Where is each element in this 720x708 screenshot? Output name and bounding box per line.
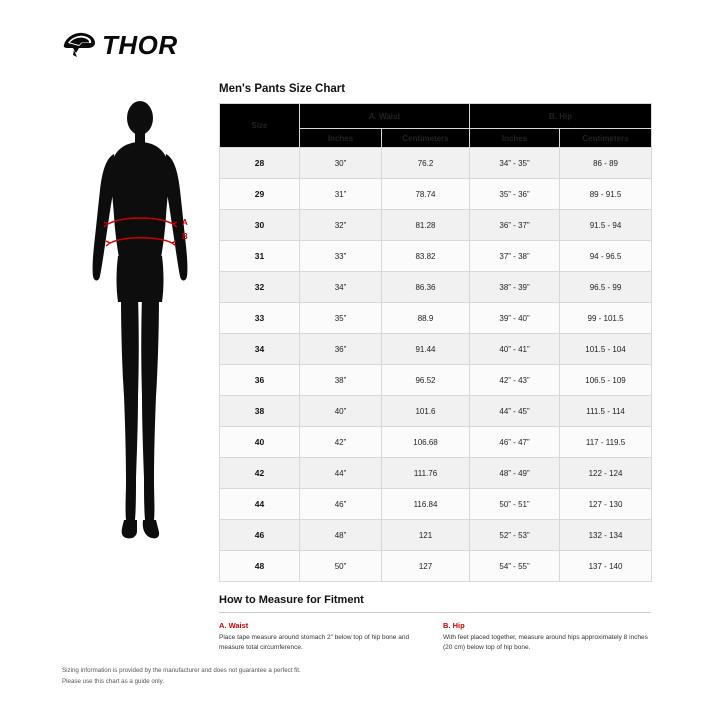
table-row: [220, 272, 652, 303]
table-row: [220, 303, 652, 334]
howto-waist-label: A. Waist: [219, 621, 249, 630]
waist-measure-label: A: [182, 218, 188, 227]
table-row: [220, 396, 652, 427]
table-row: [220, 520, 652, 551]
cell-waist-cm: 76.2: [382, 148, 470, 179]
cell-waist-cm: 116.84: [382, 489, 470, 520]
cell-hip-cm: 86 - 89: [560, 148, 652, 179]
table-row: [220, 148, 652, 179]
cell-waist-inches: 50”: [300, 551, 382, 582]
col-header-hip-inches: Inches: [470, 129, 560, 148]
cell-waist-inches: 36”: [300, 334, 382, 365]
cell-waist-inches: 42”: [300, 427, 382, 458]
cell-hip-inches: 35” - 36”: [470, 179, 560, 210]
cell-hip-inches: 37” - 38”: [470, 241, 560, 272]
cell-size: 30: [220, 210, 300, 241]
cell-size: 34: [220, 334, 300, 365]
table-row: [220, 241, 652, 272]
cell-hip-inches: 50” - 51”: [470, 489, 560, 520]
howto-waist-text: Place tape measure around stomach 2” below top of hip bone and measure total circumference.: [219, 634, 410, 652]
cell-hip-cm: 117 - 119.5: [560, 427, 652, 458]
cell-size: 48: [220, 551, 300, 582]
cell-hip-cm: 106.5 - 109: [560, 365, 652, 396]
cell-hip-inches: 48” - 49”: [470, 458, 560, 489]
hip-measure-label: B: [182, 232, 188, 241]
col-header-hip-cm: Centimeters: [560, 129, 652, 148]
brand-logo: [62, 30, 178, 61]
cell-waist-inches: 33”: [300, 241, 382, 272]
cell-hip-inches: 46” - 47”: [470, 427, 560, 458]
cell-size: 28: [220, 148, 300, 179]
cell-hip-cm: 89 - 91.5: [560, 179, 652, 210]
table-row: [220, 179, 652, 210]
cell-waist-cm: 81.28: [382, 210, 470, 241]
cell-hip-cm: 91.5 - 94: [560, 210, 652, 241]
cell-waist-cm: 101.6: [382, 396, 470, 427]
cell-waist-cm: 78.74: [382, 179, 470, 210]
table-row: [220, 458, 652, 489]
cell-waist-inches: 48”: [300, 520, 382, 551]
howto-hip-label: B. Hip: [443, 621, 465, 630]
cell-waist-inches: 35”: [300, 303, 382, 334]
cell-waist-inches: 40”: [300, 396, 382, 427]
cell-hip-cm: 127 - 130: [560, 489, 652, 520]
cell-hip-inches: 38” - 39”: [470, 272, 560, 303]
cell-waist-inches: 44”: [300, 458, 382, 489]
table-row: [220, 489, 652, 520]
how-to-measure-title: How to Measure for Fitment: [219, 594, 651, 613]
cell-waist-cm: 83.82: [382, 241, 470, 272]
cell-size: 42: [220, 458, 300, 489]
size-chart-table: [219, 103, 652, 582]
disclaimer: [62, 666, 301, 687]
cell-hip-cm: 122 - 124: [560, 458, 652, 489]
cell-size: 33: [220, 303, 300, 334]
cell-hip-cm: 96.5 - 99: [560, 272, 652, 303]
size-chart-body: [220, 148, 652, 582]
cell-waist-inches: 31”: [300, 179, 382, 210]
cell-waist-cm: 88.9: [382, 303, 470, 334]
howto-hip-block: [443, 621, 651, 653]
howto-waist-block: [219, 621, 427, 653]
cell-hip-cm: 111.5 - 114: [560, 396, 652, 427]
howto-hip-text: With feet placed together, measure around hips approximately 8 inches (20 cm) below top of hip bone.: [443, 634, 648, 652]
page-title: Men's Pants Size Chart: [219, 83, 346, 95]
how-to-measure-section: [219, 594, 651, 653]
table-row: [220, 427, 652, 458]
cell-size: 44: [220, 489, 300, 520]
cell-waist-cm: 127: [382, 551, 470, 582]
cell-waist-cm: 91.44: [382, 334, 470, 365]
cell-size: 40: [220, 427, 300, 458]
table-row: [220, 365, 652, 396]
cell-waist-inches: 32”: [300, 210, 382, 241]
cell-hip-inches: 34” - 35”: [470, 148, 560, 179]
cell-hip-cm: 99 - 101.5: [560, 303, 652, 334]
cell-size: 36: [220, 365, 300, 396]
cell-size: 32: [220, 272, 300, 303]
cell-waist-inches: 30”: [300, 148, 382, 179]
col-header-waist-inches: Inches: [300, 129, 382, 148]
cell-size: 46: [220, 520, 300, 551]
col-header-waist: A. Waist: [300, 104, 470, 129]
cell-waist-cm: 111.76: [382, 458, 470, 489]
disclaimer-line-1: Sizing information is provided by the manufacturer and does not guarantee a perfect fit.: [62, 667, 301, 674]
cell-hip-inches: 54” - 55”: [470, 551, 560, 582]
cell-waist-inches: 38”: [300, 365, 382, 396]
cell-hip-cm: 137 - 140: [560, 551, 652, 582]
cell-size: 31: [220, 241, 300, 272]
brand-name: THOR: [102, 30, 178, 60]
cell-hip-inches: 44” - 45”: [470, 396, 560, 427]
cell-waist-cm: 86.36: [382, 272, 470, 303]
disclaimer-line-2: Please use this chart as a guide only.: [62, 677, 165, 685]
cell-size: 29: [220, 179, 300, 210]
cell-hip-inches: 36” - 37”: [470, 210, 560, 241]
body-figure: [78, 96, 208, 566]
cell-waist-cm: 106.68: [382, 427, 470, 458]
cell-hip-inches: 42” - 43”: [470, 365, 560, 396]
cell-hip-cm: 132 - 134: [560, 520, 652, 551]
table-header-groups: [220, 104, 652, 129]
table-row: [220, 551, 652, 582]
cell-waist-inches: 34”: [300, 272, 382, 303]
table-row: [220, 334, 652, 365]
thor-helmet-icon: [62, 31, 96, 61]
col-header-hip: B. Hip: [470, 104, 652, 129]
cell-hip-inches: 39” - 40”: [470, 303, 560, 334]
col-header-waist-cm: Centimeters: [382, 129, 470, 148]
col-header-size: Size: [220, 104, 300, 148]
cell-hip-cm: 101.5 - 104: [560, 334, 652, 365]
cell-waist-inches: 46”: [300, 489, 382, 520]
table-row: [220, 210, 652, 241]
cell-waist-cm: 96.52: [382, 365, 470, 396]
cell-hip-inches: 52” - 53”: [470, 520, 560, 551]
cell-waist-cm: 121: [382, 520, 470, 551]
cell-hip-cm: 94 - 96.5: [560, 241, 652, 272]
cell-hip-inches: 40” - 41”: [470, 334, 560, 365]
cell-size: 38: [220, 396, 300, 427]
